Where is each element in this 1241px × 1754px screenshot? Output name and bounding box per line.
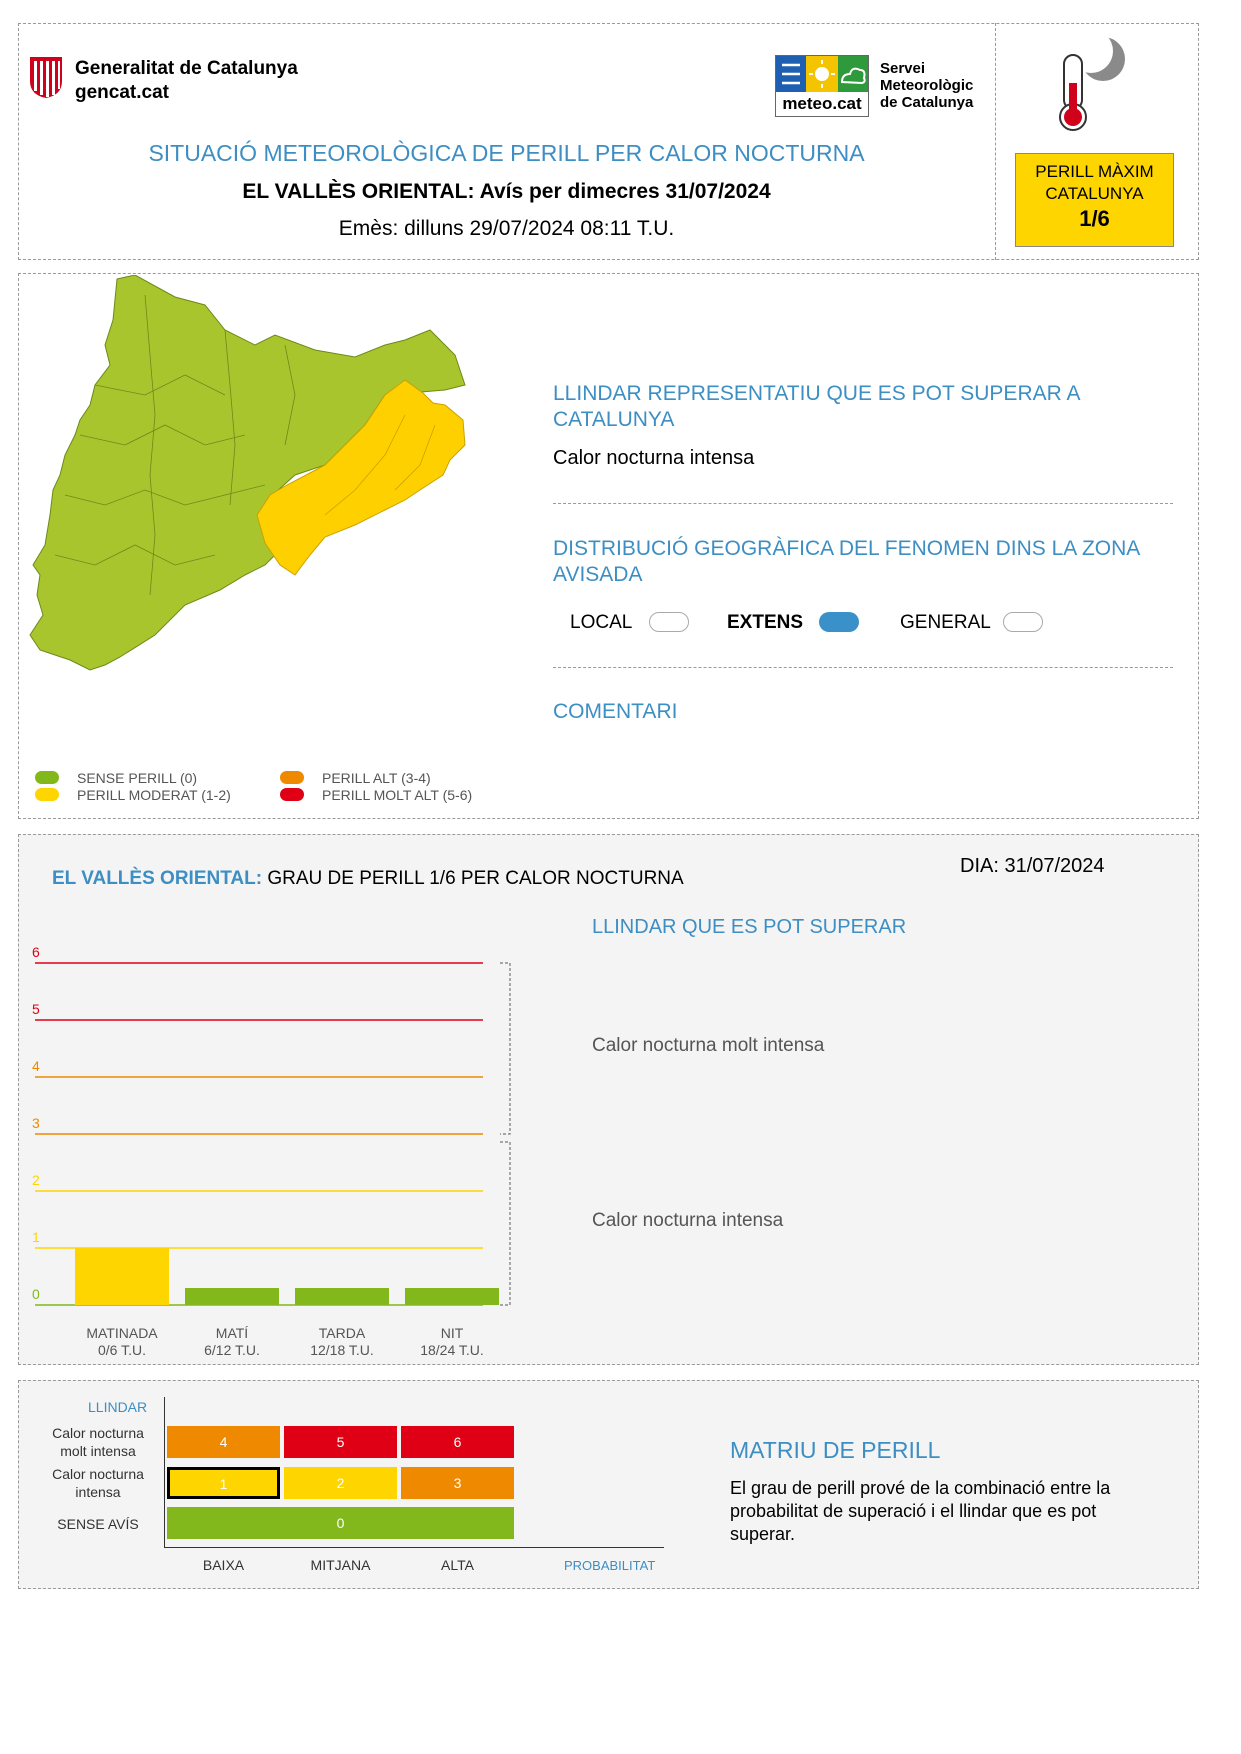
matrix-y-axis	[164, 1397, 165, 1547]
option-extens-label: EXTENS	[727, 612, 804, 633]
x-tick-label: NIT	[440, 1325, 464, 1341]
y-tick-label: 0	[32, 1286, 40, 1302]
x-tick-label: MATÍ	[215, 1325, 249, 1341]
matrix-col-alta: ALTA	[441, 1557, 474, 1573]
legend-label: PERILL MODERAT (1-2)	[77, 787, 231, 803]
matrix-cell-2	[284, 1467, 397, 1499]
legend-label: SENSE PERILL (0)	[77, 770, 198, 786]
x-tick-label: TARDA	[318, 1325, 366, 1341]
map-legend	[35, 770, 515, 810]
cell-value: 0	[336, 1515, 345, 1531]
chart-threshold-header: LLINDAR QUE ES POT SUPERAR	[592, 916, 907, 938]
x-tick-sublabel: 18/24 T.U.	[420, 1342, 484, 1358]
divider	[553, 667, 1173, 668]
max-danger-line1: PERILL MÀXIM	[1035, 162, 1154, 181]
row-label-line: molt intensa	[60, 1443, 136, 1459]
matrix-cell-0	[167, 1507, 514, 1539]
comment-title: COMENTARI	[553, 700, 678, 723]
y-tick-label: 5	[32, 1001, 40, 1017]
matrix-cell-5	[284, 1426, 397, 1458]
y-tick-label: 1	[32, 1229, 40, 1245]
meteocat-logo-icon	[776, 56, 868, 92]
chart-title: GRAU DE PERILL 1/6 PER CALOR NOCTURNA	[267, 868, 684, 889]
matrix-row-label-high	[30, 1424, 166, 1460]
matrix-col-mitjana: MITJANA	[310, 1557, 371, 1573]
cell-value: 6	[453, 1434, 462, 1450]
max-danger-line2: CATALUNYA	[1045, 184, 1144, 203]
matrix-llindar-label: LLINDAR	[88, 1399, 148, 1415]
cell-value: 2	[336, 1475, 345, 1491]
smc-name-line3: de Catalunya	[880, 94, 974, 111]
distribution-title: DISTRIBUCIÓ GEOGRÀFICA DEL FENOMEN DINS LA ZONA AVISADA	[553, 537, 1140, 586]
smc-name-line1: Servei	[880, 60, 926, 77]
issued-line: Emès: dilluns 29/07/2024 08:11 T.U.	[338, 217, 675, 240]
gencat-url: gencat.cat	[75, 82, 169, 103]
row-label-line: intensa	[75, 1484, 121, 1500]
catalonia-map	[25, 275, 505, 755]
matrix-x-axis	[164, 1547, 664, 1548]
y-tick-label: 4	[32, 1058, 40, 1074]
max-danger-badge	[1015, 153, 1174, 247]
legend-swatch-yellow	[35, 788, 59, 801]
bar-matinada	[75, 1248, 169, 1305]
y-tick-label: 3	[32, 1115, 40, 1131]
row-label-line: Calor nocturna	[52, 1425, 144, 1441]
matrix-cell-1-selected	[167, 1467, 280, 1499]
bar-nit	[405, 1288, 499, 1305]
gencat-name: Generalitat de Catalunya	[75, 58, 298, 79]
y-tick-label: 6	[32, 944, 40, 960]
max-danger-value: 1/6	[1079, 206, 1110, 231]
matrix-cell-3	[401, 1467, 514, 1499]
cell-value: 3	[453, 1475, 462, 1491]
thermometer-moon-icon	[1055, 33, 1127, 133]
x-tick-sublabel: 6/12 T.U.	[204, 1342, 260, 1358]
cell-value: 5	[336, 1434, 345, 1450]
gencat-emblem-icon	[28, 55, 64, 99]
matrix-row-label-none: SENSE AVÍS	[57, 1516, 139, 1532]
matrix-description: El grau de perill prové de la combinació entre la probabilitat de superació i el llindar que es pot superar.	[730, 1478, 1111, 1544]
zone-name: EL VALLÈS ORIENTAL:	[242, 180, 475, 203]
option-general-label: GENERAL	[900, 612, 991, 633]
chart-threshold-low: Calor nocturna intensa	[592, 1210, 784, 1231]
matrix-col-baixa: BAIXA	[202, 1557, 245, 1573]
bar-tarda	[295, 1288, 389, 1305]
gencat-logo	[28, 55, 64, 99]
distribution-options	[553, 610, 1153, 640]
bracket-low	[500, 1142, 510, 1305]
legend-swatch-green	[35, 771, 59, 784]
cell-value: 4	[219, 1434, 228, 1450]
meteocat-logo-text: meteo.cat	[782, 94, 862, 113]
bracket-high	[500, 963, 510, 1134]
y-tick-label: 2	[32, 1172, 40, 1188]
matrix-row-label-low	[30, 1465, 166, 1501]
meteocat-logo	[775, 55, 869, 117]
cell-value: 1	[219, 1476, 228, 1492]
legend-label: PERILL MOLT ALT (5-6)	[322, 787, 473, 803]
chart-heading	[52, 868, 684, 890]
option-general-toggle[interactable]	[1003, 612, 1043, 632]
threshold-value: Calor nocturna intensa	[553, 447, 755, 469]
divider	[553, 503, 1173, 504]
bar-matí	[185, 1288, 279, 1305]
warning-date-line	[18, 180, 995, 204]
page-title: SITUACIÓ METEOROLÒGICA DE PERILL PER CALOR NOCTURNA	[148, 140, 865, 166]
x-tick-sublabel: 12/18 T.U.	[310, 1342, 374, 1358]
danger-chart	[25, 930, 565, 1360]
threshold-title: LLINDAR REPRESENTATIU QUE ES POT SUPERAR A CATALUNYA	[553, 382, 1080, 431]
matrix-prob-label: PROBABILITAT	[564, 1558, 656, 1573]
option-extens-toggle[interactable]	[819, 612, 859, 632]
matrix-cell-4	[167, 1426, 280, 1458]
matrix-cell-6	[401, 1426, 514, 1458]
x-tick-sublabel: 0/6 T.U.	[98, 1342, 146, 1358]
smc-name-line2: Meteorològic	[880, 77, 974, 94]
chart-zone: EL VALLÈS ORIENTAL:	[52, 868, 263, 889]
option-local-toggle[interactable]	[649, 612, 689, 632]
header-divider	[995, 23, 996, 260]
chart-day: DIA: 31/07/2024	[960, 855, 1105, 877]
legend-label: PERILL ALT (3-4)	[322, 770, 431, 786]
legend-swatch-orange	[280, 771, 304, 784]
option-local-label: LOCAL	[570, 612, 633, 633]
chart-threshold-high: Calor nocturna molt intensa	[592, 1035, 825, 1056]
x-tick-label: MATINADA	[86, 1325, 158, 1341]
legend-swatch-red	[280, 788, 304, 801]
warning-for: Avís per dimecres 31/07/2024	[479, 180, 771, 203]
row-label-line: Calor nocturna	[52, 1466, 144, 1482]
matrix-title: MATRIU DE PERILL	[730, 1437, 941, 1463]
